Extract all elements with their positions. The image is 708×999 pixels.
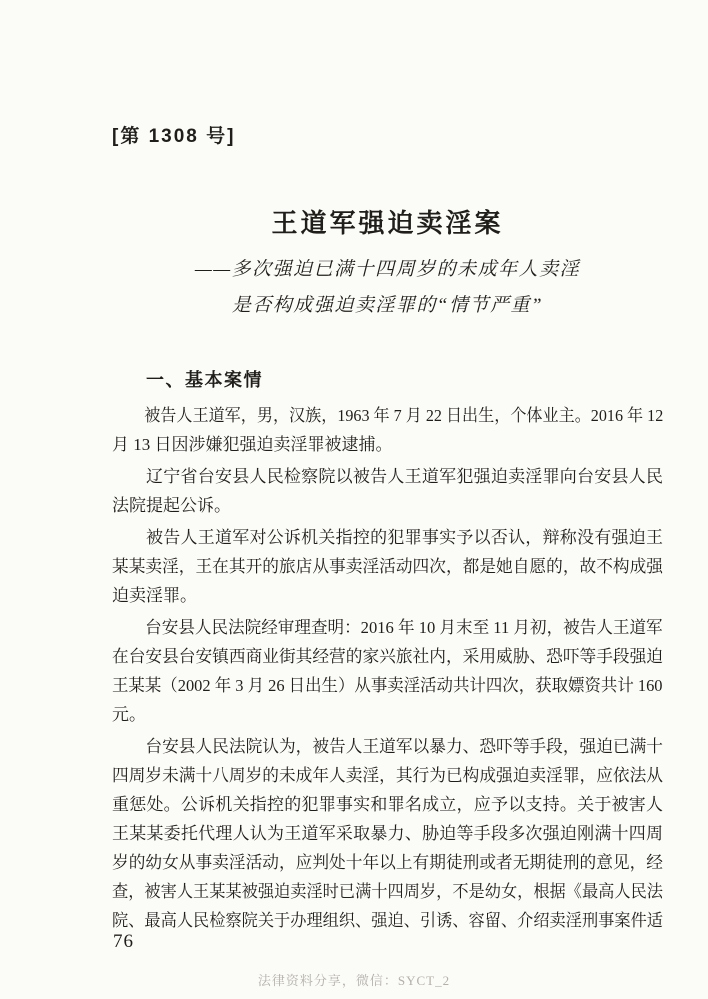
case-subtitle	[112, 257, 663, 318]
paragraph-line: 被告人王道军，男，汉族，1963 年 7 月 22 日出生，个体业主。2016 年 12	[144, 406, 664, 425]
subtitle-line-1: ——多次强迫已满十四周岁的未成年人卖淫	[194, 259, 581, 280]
paragraph	[112, 732, 663, 935]
paragraph-line: 台安县人民法院经审理查明：2016 年 10 月末至 11 月初，被告人王道军	[145, 618, 663, 637]
case-body-text	[112, 401, 663, 935]
subtitle-line-2: 是否构成强迫卖淫罪的“情节严重”	[231, 295, 544, 316]
paragraph-line: 被告人王道军对公诉机关指控的犯罪事实予以否认，辩称没有强迫王	[146, 528, 663, 547]
paragraph-line: 辽宁省台安县人民检察院以被告人王道军犯强迫卖淫罪向台安县人民	[146, 467, 663, 486]
paragraph-line: 法院提起公诉。	[112, 496, 231, 515]
paragraph	[112, 462, 663, 520]
paragraph-line: 在台安县台安镇西商业街其经营的家兴旅社内，采用威胁、恐吓等手段强迫	[112, 647, 663, 666]
paragraph-line: 重惩处。公诉机关指控的犯罪事实和罪名成立，应予以支持。关于被害人	[112, 795, 663, 814]
paragraph-line: 王某某（2002 年 3 月 26 日出生）从事卖淫活动共计四次，获取嫖资共计 160	[112, 676, 663, 695]
paragraph-line: 台安县人民法院认为，被告人王道军以暴力、恐吓等手段，强迫已满十	[145, 737, 664, 756]
paragraph-line: 岁的幼女从事卖淫活动，应判处十年以上有期徒刑或者无期徒刑的意见，经	[112, 853, 663, 872]
guiding-case-number: [第 1308 号]	[112, 126, 236, 147]
footer-watermark: 法律资料分享，微信：SYCT_2	[257, 973, 451, 988]
paragraph-line: 元。	[112, 705, 146, 724]
paragraph-line: 月 13 日因涉嫌犯强迫卖淫罪被逮捕。	[112, 435, 393, 454]
case-title: 王道军强迫卖淫案	[271, 209, 504, 238]
paragraph	[112, 523, 663, 610]
paragraph	[112, 613, 663, 729]
paragraph-line: 王某某委托代理人认为王道军采取暴力、胁迫等手段多次强迫刚满十四周	[112, 824, 663, 843]
section-heading-basic-facts: 一、基本案情	[146, 370, 263, 390]
page-number: 76	[113, 931, 134, 952]
paragraph-line: 院、最高人民检察院关于办理组织、强迫、引诱、容留、介绍卖淫刑事案件适	[112, 911, 663, 930]
paragraph-line: 四周岁未满十八周岁的未成年人卖淫，其行为已构成强迫卖淫罪，应依法从	[112, 766, 663, 785]
paragraph-line: 迫卖淫罪。	[112, 586, 197, 605]
paragraph-line: 查，被害人王某某被强迫卖淫时已满十四周岁，不是幼女，根据《最高人民法	[112, 882, 663, 901]
paragraph-line: 某某卖淫，王在其开的旅店从事卖淫活动四次，都是她自愿的，故不构成强	[112, 557, 663, 576]
paragraph	[112, 401, 663, 459]
